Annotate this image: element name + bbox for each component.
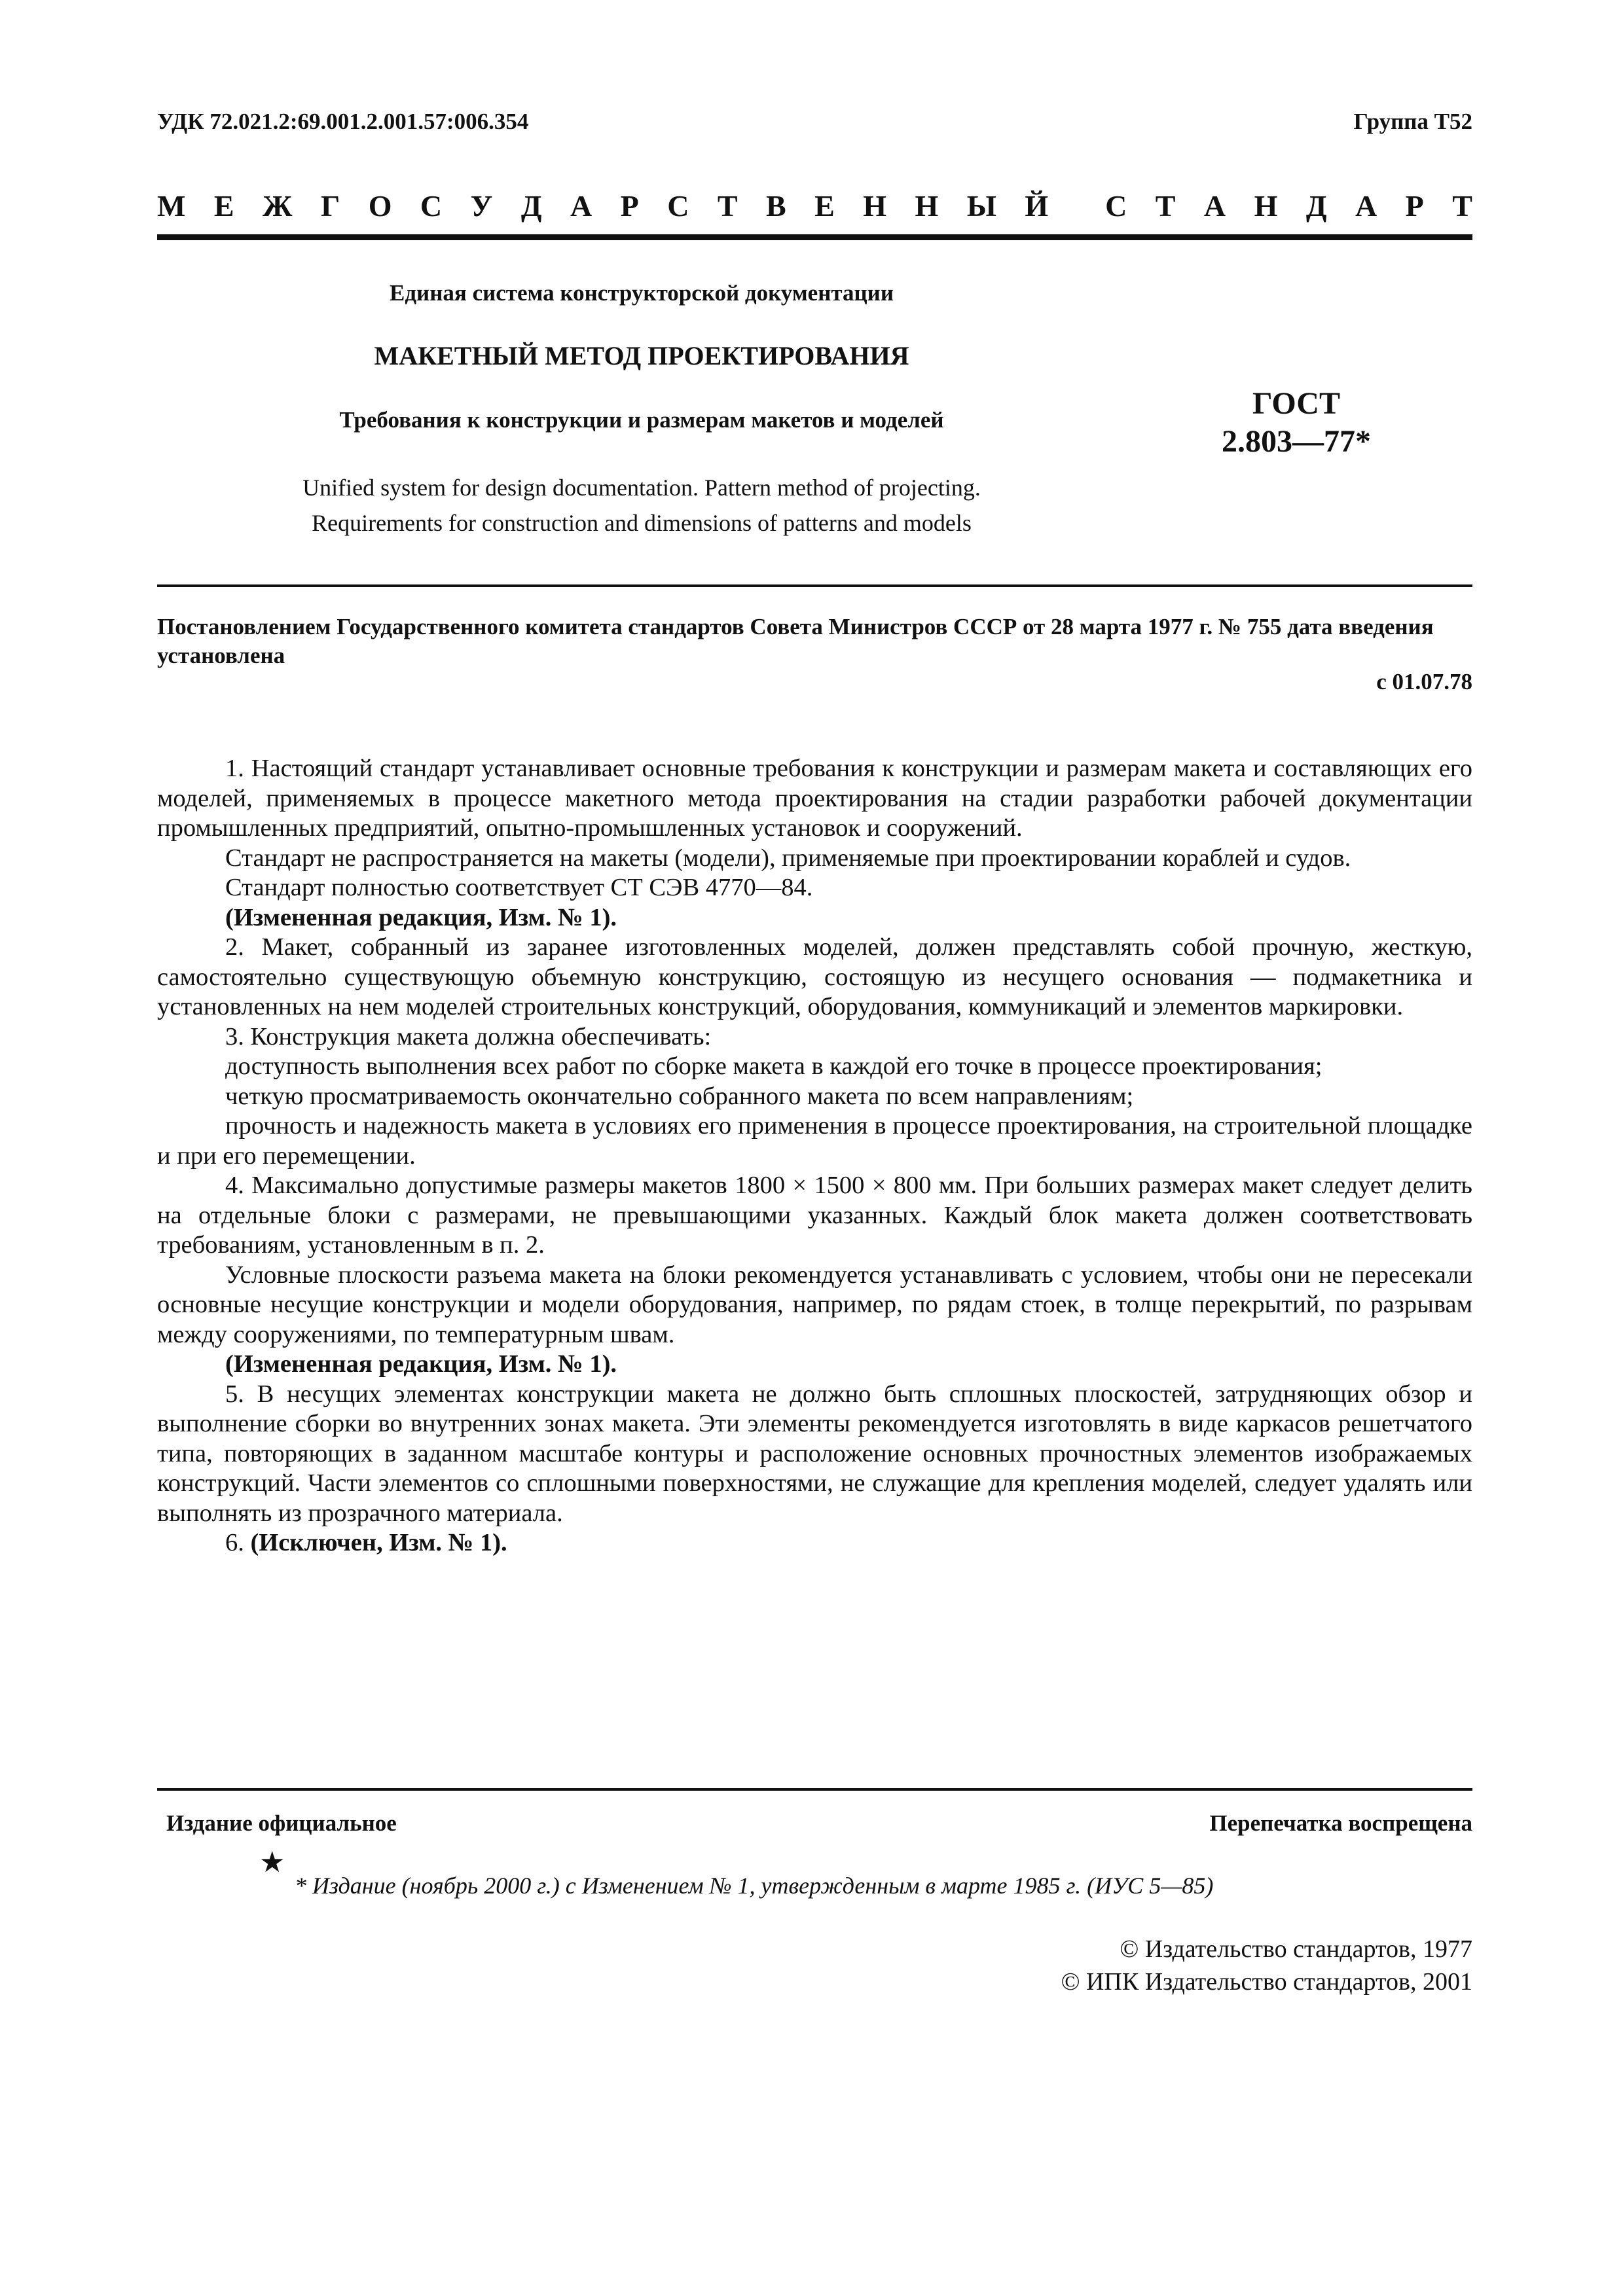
heading-letter: С [1105,189,1127,223]
heading-letter: Д [520,189,542,223]
heading-letter: Й [1025,189,1049,223]
paragraph-number: 6. [225,1529,244,1556]
heading-letter: Н [1254,189,1278,223]
heading-letter: А [1355,189,1377,223]
title-divider [157,584,1472,587]
paragraph: 4. Максимально допустимые размеры макетов 1800 × 1500 × 800 мм. При больших размерах макет следует делить на отдельные блоки с размерами, не превышающими указанных. Каждый блок макета должен соответствовать требованиям, установленным в п. 2. [157,1172,1472,1259]
heading-letter: Т [717,189,738,223]
heading-letter: Ж [263,189,293,223]
heading-letter: Н [863,189,887,223]
list-item: четкую просматриваемость окончательно собранного макета по всем направлениям; [225,1082,1134,1110]
heading-letter: Е [213,189,234,223]
heading-letter: Г [320,189,340,223]
gost-label: ГОСТ [1252,386,1340,421]
star-icon: ★ [259,1846,285,1878]
document-subtitle: Требования к конструкции и размерам макетов и моделей [339,407,944,433]
heading-letter: Ы [966,189,996,223]
official-edition-label: Издание официальное [166,1810,397,1836]
heading-letter: Т [1452,189,1472,223]
heading-letter: Е [814,189,835,223]
document-title: МАКЕТНЫЙ МЕТОД ПРОЕКТИРОВАНИЯ [374,341,909,370]
gost-number: 2.803—77* [1222,424,1371,459]
paragraph-excluded [157,1528,1472,1558]
paragraph: 5. В несущих элементах конструкции макета не должно быть сплошных плоскостей, затрудняющих обзор и выполнение сборки во внутренних зонах макета. Эти элементы рекомендуется изготовлять в виде каркасов решетчатого типа, повторяющих в заданном масштабе контуры и расположение основных прочностных элементов изображаемых конструкций. Части элементов со сплошными поверхностями, не служащие для крепления моделей, следует удалять или выполнять из прозрачного материала. [157,1380,1472,1527]
heading-letter: А [570,189,593,223]
english-title [157,470,1126,541]
excluded-note: (Исключен, Изм. № 1). [250,1529,507,1556]
heading-letter: Т [1155,189,1176,223]
heading-letter: Р [620,189,639,223]
gost-designation [1178,385,1414,461]
copyright-line: © ИПК Издательство стандартов, 2001 [1061,1968,1472,1996]
heading-letter: Р [1405,189,1424,223]
paragraph: Стандарт не распространяется на макеты (модели), применяемые при проектировании кораблей и судов. [225,844,1351,872]
paragraph: 2. Макет, собранный из заранее изготовленных моделей, должен представлять собой прочную, жесткую, самостоятельно существующую объемную конструкцию, состоящую из несущего основания — подмакетника и установленных на нем моделей строительных конструкций, оборудования, коммуникаций и элементов маркировки. [157,933,1472,1020]
heading-letter: Д [1305,189,1327,223]
amendment-note: (Измененная редакция, Изм. № 1). [225,903,617,931]
heading-letter: А [1203,189,1226,223]
english-title-line: Unified system for design documentation. Pattern method of projecting. [302,475,981,501]
copyright-line: © Издательство стандартов, 1977 [1120,1935,1472,1963]
paragraph: 1. Настоящий стандарт устанавливает основные требования к конструкции и размерам макета и составляющих его моделей, применяемых в процессе макетного метода проектирования на стадии разработки рабочей документации промышленных предприятий, опытно-промышленных установок и сооружений. [157,755,1472,842]
heading-letter: В [766,189,786,223]
heading-letter: М [157,189,186,223]
system-name: Единая система конструкторской документации [390,280,894,306]
group-code: Группа Т52 [1353,109,1472,134]
decree-date: с 01.07.78 [1376,669,1472,694]
footer-divider [157,1788,1472,1791]
heading-letter: У [470,189,493,223]
edition-note: * Издание (ноябрь 2000 г.) с Изменением № 1, утвержденным в марте 1985 г. (ИУС 5—85) [295,1873,1214,1899]
decree-text: Постановлением Государственного комитета стандартов Совета Министров СССР от 28 марта 1977 г. № 755 дата введения установлена [157,614,1434,668]
heading-letter: Н [915,189,939,223]
list-item: доступность выполнения всех работ по сборке макета в каждой его точке в процессе проектирования; [225,1052,1322,1080]
paragraph: 3. Конструкция макета должна обеспечивать: [225,1022,712,1050]
heading-letter: О [368,189,392,223]
heading-letter: С [420,189,443,223]
amendment-note: (Измененная редакция, Изм. № 1). [225,1350,617,1378]
heading-letter: С [667,189,689,223]
heading-divider [157,234,1472,240]
reprint-prohibited-label: Перепечатка воспрещена [1209,1810,1472,1836]
paragraph: Стандарт полностью соответствует СТ СЭВ 4770—84. [225,874,813,901]
list-item: прочность и надежность макета в условиях его применения в процессе проектирования, на строительной площадке и при его перемещении. [157,1112,1472,1170]
interstate-standard-heading [157,188,1472,223]
english-title-line: Requirements for construction and dimensions of patterns and models [312,510,972,536]
paragraph: Условные плоскости разъема макета на блоки рекомендуется устанавливать с условием, чтобы они не пересекали основные несущие конструкции и модели оборудования, например, по рядам стоек, в толще перекрытий, по разрывам между сооружениями, по температурным швам. [157,1261,1472,1348]
udk-code: УДК 72.021.2:69.001.2.001.57:006.354 [157,109,529,134]
body-text [157,754,1472,1558]
